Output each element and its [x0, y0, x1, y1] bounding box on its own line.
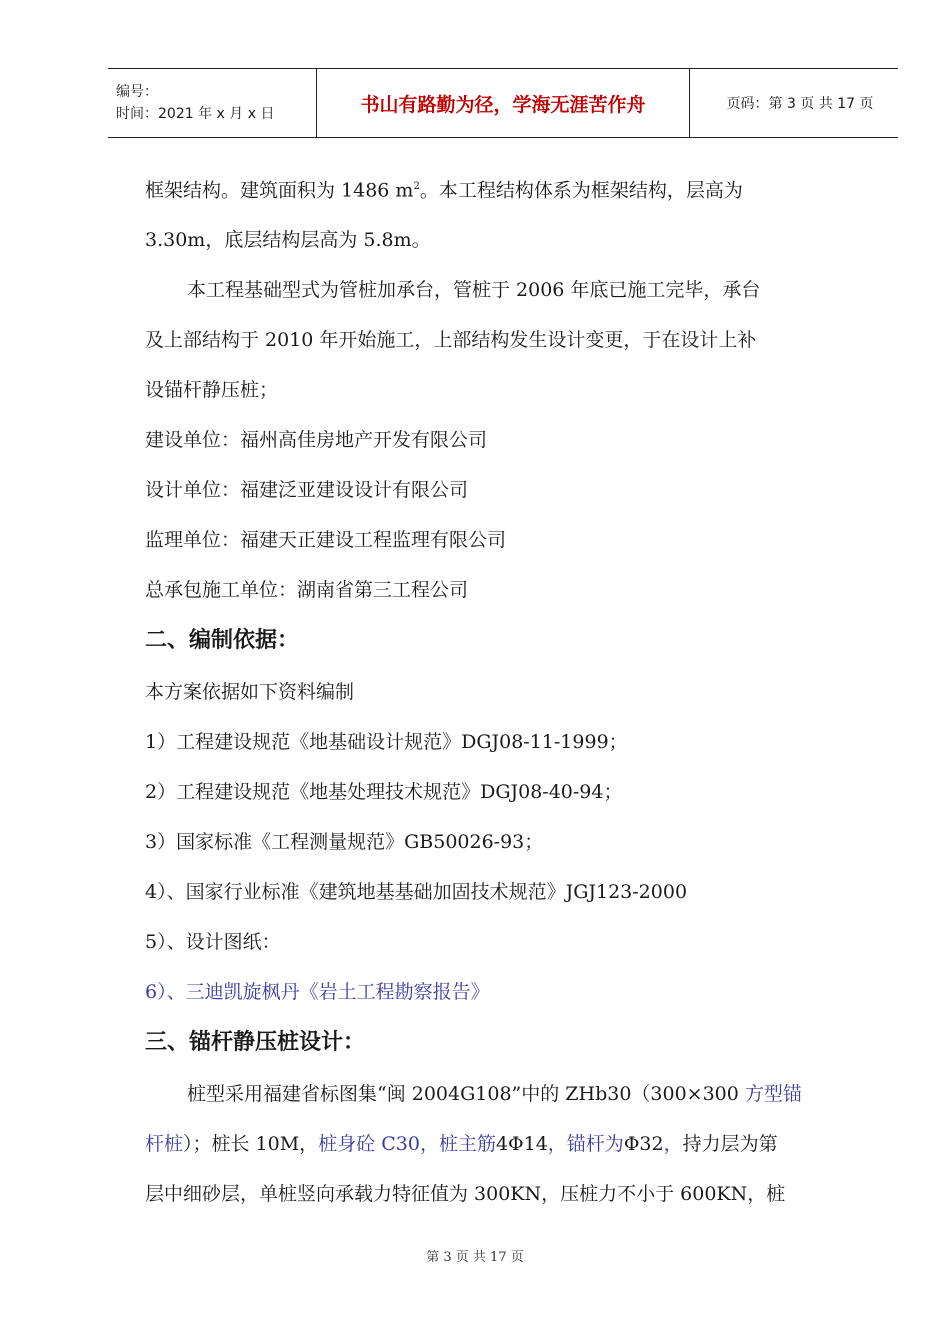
general-contractor: 总承包施工单位：湖南省第三工程公司 [145, 579, 469, 602]
highlight-run: 桩身砼 C30，桩主筋 [318, 1133, 496, 1156]
header-motto-cell [317, 69, 690, 137]
design-unit: 设计单位：福建泛亚建设设计有限公司 [145, 479, 469, 502]
list-item: 3）国家标准《工程测量规范》GB50026-93； [145, 831, 544, 854]
list-item: 6）、三迪凯旋枫丹《岩土工程勘察报告》 [145, 981, 490, 1004]
list-item: 4）、国家行业标准《建筑地基基础加固技术规范》JGJ123-2000 [145, 881, 688, 904]
text-run: 。本工程结构体系为框架结构，层高为 [419, 179, 743, 202]
page-header [108, 68, 898, 138]
paragraph-line [145, 1119, 865, 1169]
document-number-label: 编号： [116, 84, 158, 100]
highlight-run: 杆桩 [145, 1133, 184, 1156]
section-heading: 二、编制依据： [145, 628, 300, 654]
header-page-info [690, 69, 898, 137]
paragraph-line: 层中细砂层，单桩竖向承载力特征值为 300KN，压桩力不小于 600KN，桩 [145, 1183, 786, 1206]
text-run: Φ32 [623, 1133, 664, 1156]
text-run: 持力层为第 [682, 1133, 778, 1156]
list-item: 5）、设计图纸： [145, 931, 281, 954]
text-run: 4Φ14 [495, 1133, 548, 1156]
text-run: 桩型采用福建省标图集“闽 2004G108”中的 ZHb30（300×300 [187, 1083, 745, 1106]
paragraph-line [145, 162, 865, 215]
paragraph-line: 设锚杆静压桩； [145, 379, 279, 402]
page-footer: 第 3 页 共 17 页 [426, 1250, 524, 1265]
supervision-unit: 监理单位：福建天正建设工程监理有限公司 [145, 529, 507, 552]
text-run: ）；桩长 10M， [183, 1133, 319, 1156]
document-time-label: 时间：2021 年 x 月 x 日 [116, 106, 275, 122]
header-meta [108, 69, 317, 137]
paragraph-line [145, 1069, 865, 1119]
paragraph-line: 及上部结构于 2010 年开始施工，上部结构发生设计变更，于在设计上补 [145, 329, 757, 352]
highlight-run: ， [663, 1133, 683, 1156]
text-run: 框架结构。建筑面积为 1486 m [145, 179, 414, 202]
document-body [145, 162, 865, 1219]
basis-intro: 本方案依据如下资料编制 [145, 681, 355, 704]
paragraph-line: 3.30m，底层结构层高为 5.8m。 [145, 229, 431, 252]
superscript: 2 [413, 181, 420, 192]
highlight-run: 方型锚 [744, 1083, 802, 1106]
header-motto: 书山有路勤为径，学海无涯苦作舟 [360, 93, 646, 116]
builder-unit: 建设单位：福州高佳房地产开发有限公司 [145, 429, 488, 452]
highlight-run: ，锚杆为 [547, 1133, 624, 1156]
list-item: 1）工程建设规范《地基础设计规范》DGJ08-11-1999； [145, 731, 628, 754]
list-item: 2）工程建设规范《地基处理技术规范》DGJ08-40-94； [145, 781, 623, 804]
page-info-text: 页码：第 3 页 共 17 页 [726, 96, 874, 112]
paragraph-line: 本工程基础型式为管桩加承台，管桩于 2006 年底已施工完毕，承台 [187, 279, 761, 302]
section-heading: 三、锚杆静压桩设计： [145, 1030, 366, 1056]
